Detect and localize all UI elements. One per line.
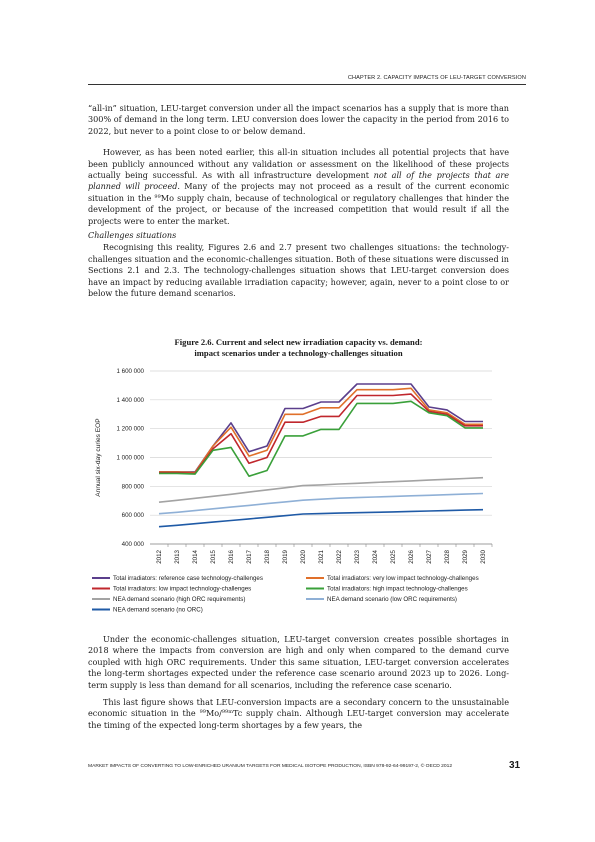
- para5-superscript-2: 99m: [221, 709, 233, 716]
- x-tick-label: 2027: [426, 550, 433, 564]
- x-tick-label: 2021: [318, 550, 325, 564]
- x-tick-label: 2017: [246, 550, 253, 564]
- figure-title-line1: Figure 2.6. Current and select new irradiation capacity vs. demand:: [174, 337, 423, 347]
- x-tick-label: 2024: [372, 550, 379, 564]
- footer: MARKET IMPACTS OF CONVERTING TO LOW-ENRICHED URANIUM TARGETS FOR MEDICAL ISOTOPE PRODUCTION, ISBN 978-92-64-99197-2, © OECD 2012: [88, 764, 453, 769]
- para5-text-a: This last figure shows that LEU-conversion impacts are a secondary concern to the unsustainable economic situation in the: [88, 697, 509, 719]
- header-rule: [88, 84, 526, 85]
- y-tick-label: 800 000: [121, 483, 144, 491]
- page-number: 31: [509, 760, 521, 771]
- x-tick-label: 2019: [282, 550, 289, 564]
- y-tick-label: 1 000 000: [116, 454, 144, 462]
- legend-label: NEA demand scenario (high ORC requirements): [113, 596, 246, 604]
- x-tick-label: 2023: [354, 550, 361, 564]
- text-block-bottom: [88, 634, 509, 731]
- series-line: [159, 394, 483, 473]
- y-tick-label: 400 000: [121, 541, 144, 548]
- subheading: Challenges situations: [88, 230, 177, 241]
- para2-text-c: Mo supply chain, because of technological or regulatory challenges that hinder the development of the project, or because of the increased competition that would result if all the projects were to enter the market.: [88, 192, 509, 226]
- paragraph-5: [88, 697, 509, 731]
- series-line: [159, 388, 483, 472]
- x-tick-label: 2012: [156, 550, 163, 564]
- figure-title: [88, 337, 509, 359]
- x-tick-label: 2028: [444, 550, 451, 564]
- para2-italic: not all of the projects that are planned will proceed: [88, 170, 509, 192]
- x-tick-label: 2022: [336, 550, 343, 564]
- running-header: CHAPTER 2. CAPACITY IMPACTS OF LEU-TARGET CONVERSION: [347, 75, 526, 81]
- x-tick-label: 2014: [192, 550, 199, 564]
- x-tick-label: 2013: [174, 550, 181, 564]
- legend-label: NEA demand scenario (no ORC): [113, 606, 203, 614]
- para5-superscript-1: 99: [199, 709, 206, 716]
- paragraph-1: “all-in” situation, LEU-target conversion under all the impact scenarios has a supply that is more than 300% of demand in the long term. LEU conversion does lower the capacity in the period from 2016 to 2022, but never to a point close to or below demand.: [88, 103, 509, 136]
- x-tick-label: 2016: [228, 550, 235, 564]
- text-block-top: [88, 103, 509, 300]
- para2-text-a: However, as has been noted earlier, this all-in situation includes all potential projects that have been publicly announced without any validation or assessment on the likelihood of these projects actually being successful. As with all infrastructure development: [88, 147, 509, 181]
- para5-text-c: Tc supply chain. Although LEU-target conversion may accelerate the timing of the expected long-term shortages by a few years, the: [88, 708, 509, 730]
- paragraph-2: [88, 147, 509, 227]
- legend-label: NEA demand scenario (low ORC requirements): [327, 596, 457, 604]
- legend-label: Total irradiators: very low impact technology-challenges: [327, 575, 479, 583]
- x-tick-label: 2015: [210, 550, 217, 564]
- legend-label: Total irradiators: low impact technology-challenges: [113, 585, 252, 593]
- line-chart: [88, 365, 509, 627]
- x-tick-label: 2020: [300, 550, 307, 564]
- legend-label: Total irradiators: high impact technology-challenges: [327, 585, 468, 593]
- x-tick-label: 2026: [408, 550, 415, 564]
- y-tick-label: 1 400 000: [116, 396, 144, 404]
- x-tick-label: 2029: [462, 550, 469, 564]
- y-tick-label: 600 000: [121, 512, 144, 520]
- para2-superscript: 99: [154, 193, 161, 200]
- para5-text-b: Mo/: [205, 708, 222, 719]
- y-axis-label: Annual six-day curies EOP: [95, 418, 102, 497]
- y-tick-label: 1 200 000: [116, 425, 144, 433]
- x-tick-label: 2018: [264, 550, 271, 564]
- figure-title-line2: impact scenarios under a technology-challenges situation: [194, 348, 403, 358]
- x-tick-label: 2025: [390, 550, 397, 564]
- paragraph-4: Under the economic-challenges situation, LEU-target conversion creates possible shortages in 2018 where the impacts from conversion are high and only when compared to the demand curve coupled with high ORC requirements. Under this same situation, LEU-target conversion accelerates the long-term shortages expected under the reference case scenario around 2023 up to 2026. Long-term supply is less than demand for all scenarios, including the reference case scenario.: [88, 634, 509, 690]
- x-tick-label: 2030: [480, 550, 487, 564]
- legend-label: Total irradiators: reference case technology-challenges: [113, 575, 263, 583]
- paragraph-3: Recognising this reality, Figures 2.6 and 2.7 present two challenges situations: the technology-challenges situation and the economic-challenges situation. Both of these situations were discussed in Sections 2.1 and 2.3. The technology-challenges situation shows that LEU-target conversion does have an impact by reducing available irradiation capacity; however, again, never to a point close to or below the future demand scenarios.: [88, 242, 509, 299]
- y-tick-label: 1 600 000: [116, 368, 144, 375]
- series-line: [159, 510, 483, 527]
- para2-text-b: . Many of the projects may not proceed as a result of the current economic situation in the: [88, 181, 509, 203]
